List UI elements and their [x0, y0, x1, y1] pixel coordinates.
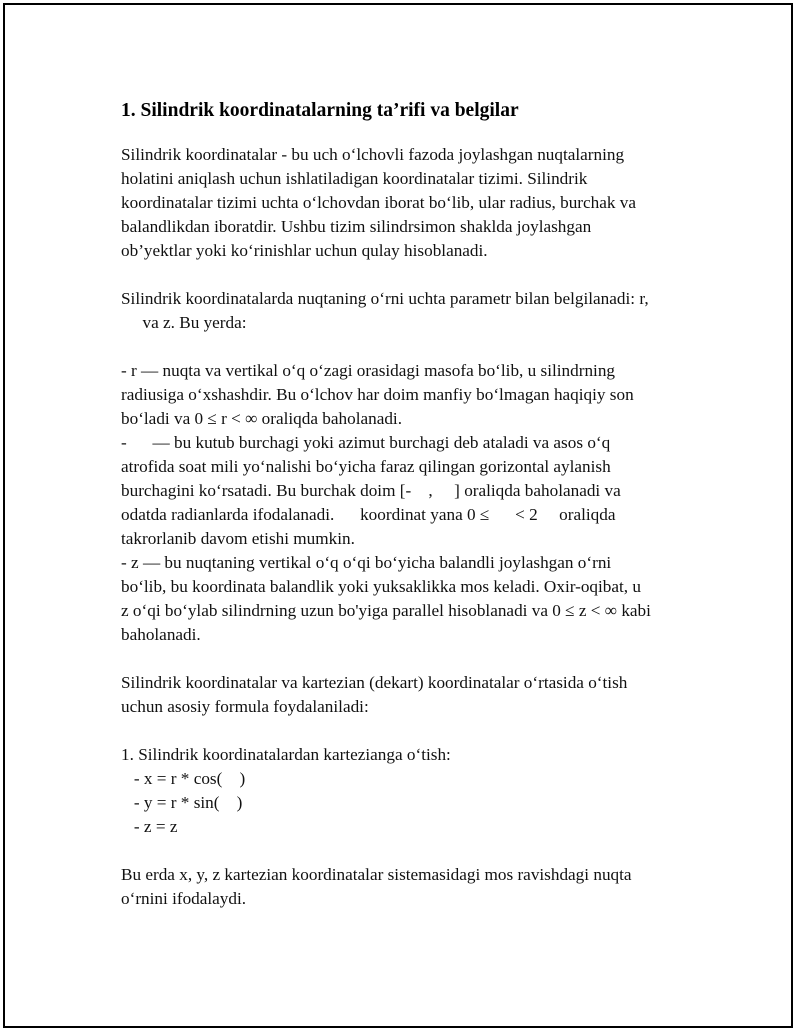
section-title: 1. Silindrik koordinatalarning ta’rifi va belgilar	[121, 100, 519, 121]
paragraph-parameters-intro: Silindrik koordinatalarda nuqtaning o‘rni uchta parametr bilan belgilanadi: r, va z. Bu yerda:	[121, 289, 649, 332]
paragraph-definition: Silindrik koordinatalar - bu uch o‘lchovli fazoda joylashgan nuqtalarning holatini aniqlash uchun ishlatiladigan koordinatalar tizimi. Silindrik koordinatalar tizimi uchta o‘lchovdan iborat bo‘lib, ular radius, burchak va balandlikdan iboratdir. Ushbu tizim silindrsimon shaklda joylashgan ob’yektlar yoki ko‘rinishlar uchun qulay hisoblanadi.	[121, 145, 636, 260]
page-frame	[3, 3, 793, 1028]
paragraph-gap	[121, 335, 711, 359]
document-body	[121, 98, 711, 911]
paragraph-gap	[121, 719, 711, 743]
paragraph-conversion-formulas: 1. Silindrik koordinatalardan kartezianga o‘tish: - x = r * cos( ) - y = r * sin( ) - z = z	[121, 745, 451, 836]
paragraph-gap	[121, 839, 711, 863]
paragraph-parameter-list: - r — nuqta va vertikal o‘q o‘zagi orasidagi masofa bo‘lib, u silindrning radiusiga o‘xshashdir. Bu o‘lchov har doim manfiy bo‘lmagan haqiqiy son bo‘ladi va 0 ≤ r < ∞ oraliqda baholanadi. - — bu kutub burchagi yoki azimut burchagi deb ataladi va asos o‘q atrofida soat mili yo‘nalishi bo‘yicha faraz qilingan gorizontal aylanish burchagini ko‘rsatadi. Bu burchak doim [- , ] oraliqda baholanadi va odatda radianlarda ifodalanadi. koordinat yana 0 ≤ < 2 oraliqda takrorlanib davom etishi mumkin. - z — bu nuqtaning vertikal o‘q o‘qi bo‘yicha balandli joylashgan o‘rni bo‘lib, bu koordinata balandlik yoki yuksaklikka mos keladi. Oxir-oqibat, u z o‘qi bo‘ylab silindrning uzun bo'yiga parallel hisoblanadi va 0 ≤ z < ∞ kabi baholanadi.	[121, 361, 651, 644]
paragraph-gap	[121, 647, 711, 671]
paragraph-gap	[121, 263, 711, 287]
paragraph-conversion-intro: Silindrik koordinatalar va kartezian (dekart) koordinatalar o‘rtasida o‘tish uchun asosiy formula foydalaniladi:	[121, 673, 628, 716]
paragraph-conclusion: Bu erda x, y, z kartezian koordinatalar sistemasidagi mos ravishdagi nuqta o‘rnini ifodalaydi.	[121, 865, 632, 908]
